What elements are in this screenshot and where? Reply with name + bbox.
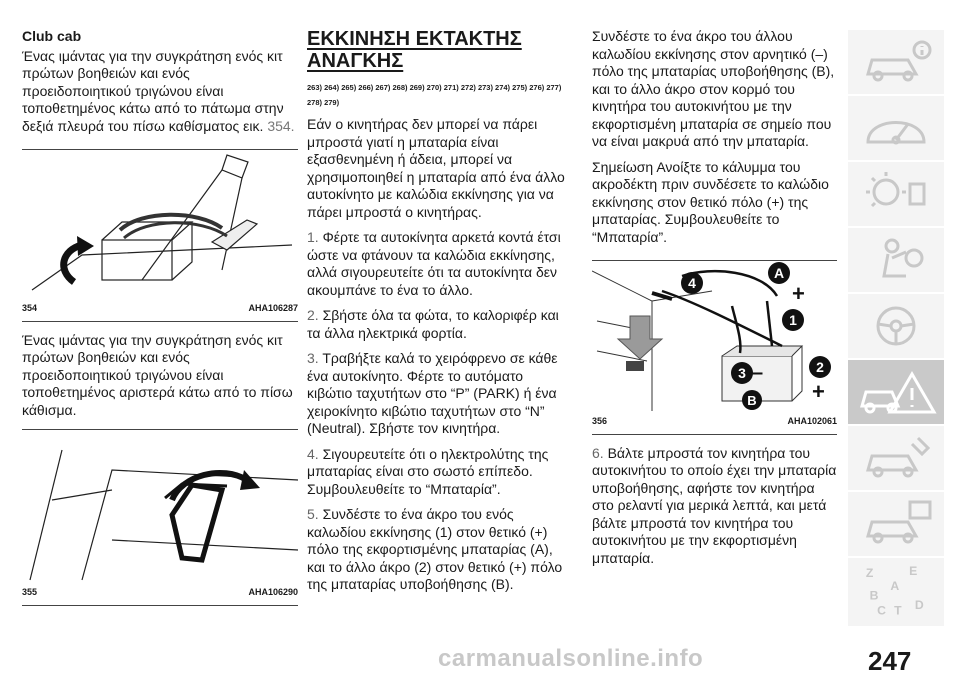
figure-number-355: 355	[22, 587, 38, 597]
step-number: 6.	[592, 444, 604, 461]
step-text: Σιγουρευτείτε ότι ο ηλεκτρολύτης της μπαταρίας είναι στο σωστό επίπεδο. Συμβουλευθείτε το “Μπαταρία”.	[307, 445, 549, 497]
sidebar-tab-index[interactable]	[848, 558, 944, 626]
first-aid-strap-rear-illustration	[22, 150, 298, 298]
step-2	[307, 307, 569, 342]
step-number: 5.	[307, 506, 319, 522]
sidebar-tab-car-info[interactable]	[848, 30, 944, 94]
left-strap-paragraph: Ένας ιμάντας για την συγκράτηση ενός κιτ πρώτων βοηθειών και ενός προειδοποιητικού τριγώνου είναι τοποθετημένος αριστερά κάτω από το πίσω κάθισμα.	[22, 331, 293, 418]
warning-references: 263) 264) 265) 266) 267) 268) 269) 270) 271) 272) 273) 274) 275) 276) 277) 278) 279)	[307, 83, 562, 107]
label-a: A	[773, 265, 785, 281]
car-info-icon	[848, 30, 944, 94]
sidebar-tab-airbag[interactable]	[848, 228, 944, 292]
svg-text:A: A	[890, 579, 900, 593]
svg-text:Z: Z	[865, 565, 874, 580]
figure-number-356: 356	[592, 416, 608, 426]
step-4	[307, 446, 569, 499]
note-paragraph: Σημείωση Ανοίξτε το κάλυμμα του ακροδέκτη πριν συνδέσετε το καλώδιο εκκίνησης στον θετικό πόλο (+) της μπαταρίας. Συμβουλευθείτε το “Μπαταρία”.	[592, 158, 829, 245]
step-text: Βάλτε μπροστά τον κινητήρα του αυτοκινήτου το οποίο έχει την μπαταρία υποβοήθησης, αφήστε τον κινητήρα στο ρελαντί για μερικά λεπτά, και μετά βάλτε μπροστά τον κινητήρα του αυτοκινήτου με την εκφορτισμένη μπαταρία.	[592, 444, 837, 566]
club-cab-text: Ένας ιμάντας για την συγκράτηση ενός κιτ πρώτων βοηθειών και ενός προειδοποιητικού τριγώνου είναι τοποθετημένος κάτω από το πάτωμα στην δεξιά πλευρά του πίσω καθίσματος εικ.	[22, 47, 284, 134]
column-2	[307, 28, 569, 602]
sidebar-tab-specs[interactable]	[848, 492, 944, 556]
alphabetical-index-icon	[848, 558, 944, 622]
label-minus: –	[752, 362, 764, 384]
label-plus-b: +	[812, 379, 825, 404]
negative-connection-paragraph: Συνδέστε το ένα άκρο του άλλου καλωδίου εκκίνησης στον αρνητικό (–) πόλο της μπαταρίας υποβοήθησης (B), και το άλλο άκρο στον κορμό του κινητήρα του αυτοκινήτου με την εκφορτισμένη μπαταρία σε σημείο που να είναι μακρυά από την μπαταρία.	[592, 28, 835, 149]
label-plus-a: +	[792, 281, 805, 306]
label-2: 2	[816, 359, 824, 375]
sidebar-tab-service[interactable]	[848, 426, 944, 490]
step-text: Φέρτε τα αυτοκίνητα αρκετά κοντά έτσι ώστε να φτάνουν τα καλώδια εκκίνησης, αλλά σιγουρευτείτε ότι τα αυτοκίνητα δεν ακουμπάνε το ένα το άλλο.	[307, 229, 561, 298]
column-3	[592, 28, 837, 575]
step-number: 1.	[307, 229, 319, 245]
figure-code-356: AHA102061	[787, 416, 837, 426]
step-text: Συνδέστε το ένα άκρο του ενός καλωδίου εκκίνησης (1) στον θετικό (+) πόλο της εκφορτισμένης μπαταρίας (A), και το άλλο άκρο (2) στον θετικό (+) πόλο της μπαταρίας υποβοήθησης (B).	[307, 506, 563, 592]
svg-text:E: E	[909, 563, 918, 578]
step-number: 3.	[307, 350, 319, 366]
figure-356-caption	[592, 411, 837, 435]
step-text: Τραβήξτε καλά το χειρόφρενο σε κάθε ένα αυτοκίνητο. Φέρτε το αυτόματο κιβώτιο ταχυτήτων στο “P” (PARK) ή ένα χειροκίνητο κιβώτιο ταχυτήτων στο “N” (Neutral). Σβήστε τον κινητήρα.	[307, 350, 558, 436]
step-text: Σβήστε όλα τα φώτα, το καλοριφέρ και τα άλλα ηλεκτρικά φορτία.	[307, 307, 559, 341]
section-title: ΕΚΚΙΝΗΣΗ ΕΚΤΑΚΤΗΣ ΑΝΑΓΚΗΣ	[307, 28, 522, 72]
step-5	[307, 506, 569, 594]
column-1	[22, 28, 298, 616]
label-4: 4	[688, 275, 696, 291]
lights-icon	[848, 162, 944, 226]
figure-356	[592, 261, 837, 411]
figure-355-caption	[22, 582, 298, 606]
step-1	[307, 229, 569, 299]
label-b: B	[747, 393, 757, 408]
figure-code-355: AHA106290	[248, 587, 298, 597]
svg-text:D: D	[914, 597, 924, 612]
step-number: 2.	[307, 307, 319, 323]
page-number: 247	[868, 646, 912, 676]
step-number: 4.	[307, 445, 319, 462]
sidebar-tab-dashboard[interactable]	[848, 96, 944, 160]
step-3	[307, 350, 569, 438]
intro-paragraph: Εάν ο κινητήρας δεν μπορεί να πάρει μπροστά γιατί η μπαταρία είναι εξασθενημένη ή άδεια, μπορεί να χρησιμοποιηθεί η μπαταρία από ένα άλλο αυτοκίνητο με καλώδια εκκίνησης για να πάρει μπροστά ο κινητήρας.	[307, 116, 565, 220]
figure-code-354: AHA106287	[248, 303, 298, 313]
label-3: 3	[738, 365, 746, 381]
club-cab-heading: Club cab	[22, 28, 82, 44]
airbag-icon	[848, 228, 944, 292]
figure-354	[22, 150, 298, 298]
first-aid-strap-left-illustration	[22, 430, 298, 582]
watermark: carmanualsonline.info	[438, 645, 704, 672]
figure-number-354: 354	[22, 303, 38, 313]
sidebar-tab-lights[interactable]	[848, 162, 944, 226]
svg-text:C: C	[877, 603, 887, 618]
jump-start-diagram	[592, 261, 837, 411]
svg-text:B: B	[869, 588, 879, 603]
figure-reference-354: 354.	[267, 117, 295, 134]
dashboard-icon	[848, 96, 944, 160]
figure-355	[22, 430, 298, 582]
label-1: 1	[789, 312, 797, 328]
warning-triangle-car-icon	[848, 360, 944, 424]
club-cab-paragraph	[22, 48, 298, 136]
car-specs-icon	[848, 492, 944, 556]
sidebar-tab-emergency[interactable]	[848, 360, 944, 424]
figure-354-caption	[22, 298, 298, 322]
svg-text:T: T	[894, 603, 902, 618]
sidebar-tab-steering[interactable]	[848, 294, 944, 358]
step-6	[592, 445, 837, 568]
steering-wheel-icon	[848, 294, 944, 358]
car-service-icon	[848, 426, 944, 490]
